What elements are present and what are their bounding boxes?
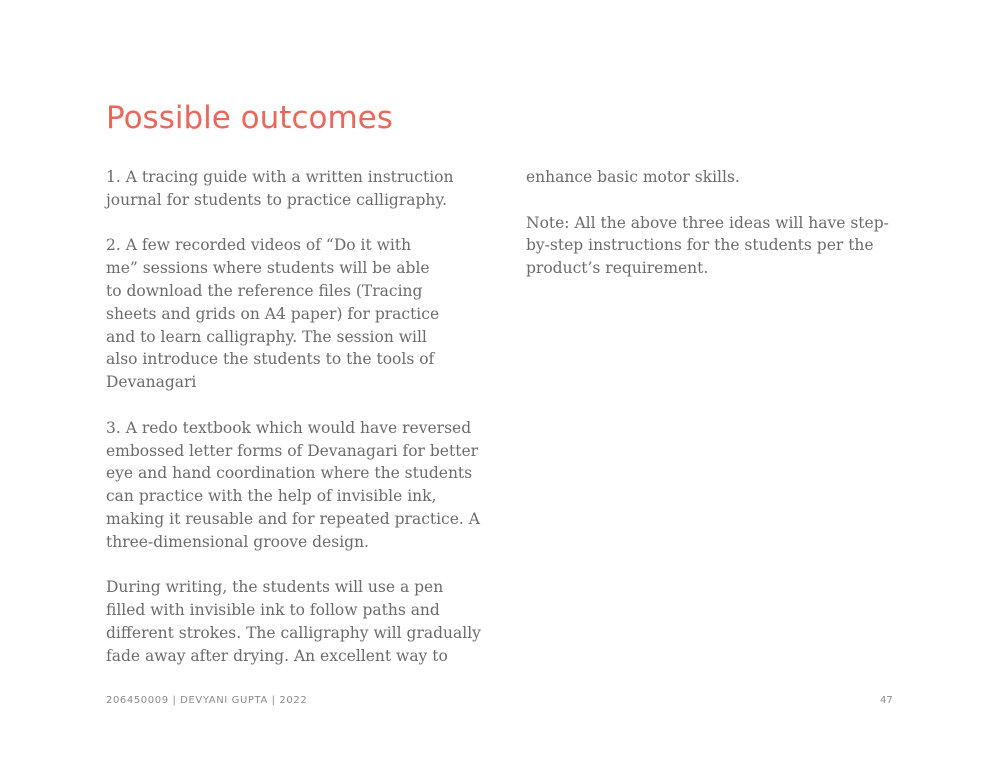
text-line: journal for students to practice calligraphy. bbox=[106, 190, 447, 209]
text-line: eye and hand coordination where the students bbox=[106, 464, 473, 483]
text-line: different strokes. The calligraphy will gradually bbox=[106, 623, 481, 642]
paragraph-outcome-2 bbox=[106, 234, 482, 394]
text-line: by-step instructions for the students per the bbox=[526, 236, 874, 255]
left-column bbox=[106, 166, 482, 690]
footer-credit: 206450009 | DEVYANI GUPTA | 2022 bbox=[106, 695, 308, 706]
right-column bbox=[526, 166, 892, 303]
paragraph-writing-process bbox=[106, 576, 482, 667]
text-line: and to learn calligraphy. The session will bbox=[106, 327, 427, 346]
paragraph-outcome-1 bbox=[106, 166, 482, 212]
text-line: also introduce the students to the tools of bbox=[106, 350, 435, 369]
text-line: Devanagari bbox=[106, 373, 197, 392]
text-line: 2. A few recorded videos of “Do it with bbox=[106, 236, 412, 255]
page-number: 47 bbox=[880, 695, 893, 706]
text-line: making it reusable and for repeated practice. A bbox=[106, 509, 480, 528]
text-line: three-dimensional groove design. bbox=[106, 532, 369, 551]
text-line: can practice with the help of invisible ink, bbox=[106, 487, 437, 506]
text-line: 1. A tracing guide with a written instruction bbox=[106, 168, 454, 186]
text-line: Note: All the above three ideas will have step- bbox=[526, 213, 889, 232]
text-line: enhance basic motor skills. bbox=[526, 168, 740, 186]
paragraph-note bbox=[526, 212, 892, 280]
paragraph-continuation bbox=[526, 166, 892, 189]
text-line: product’s requirement. bbox=[526, 259, 709, 278]
text-line: me” sessions where students will be able bbox=[106, 259, 430, 278]
text-line: filled with invisible ink to follow paths and bbox=[106, 601, 440, 620]
text-line: fade away after drying. An excellent way to bbox=[106, 646, 448, 665]
text-line: 3. A redo textbook which would have reversed bbox=[106, 418, 472, 437]
page-title: Possible outcomes bbox=[106, 100, 393, 136]
text-line: sheets and grids on A4 paper) for practice bbox=[106, 304, 440, 323]
paragraph-outcome-3 bbox=[106, 417, 482, 554]
text-line: During writing, the students will use a pen bbox=[106, 578, 444, 597]
text-line: embossed letter forms of Devanagari for better bbox=[106, 441, 479, 460]
text-line: to download the reference files (Tracing bbox=[106, 281, 423, 300]
